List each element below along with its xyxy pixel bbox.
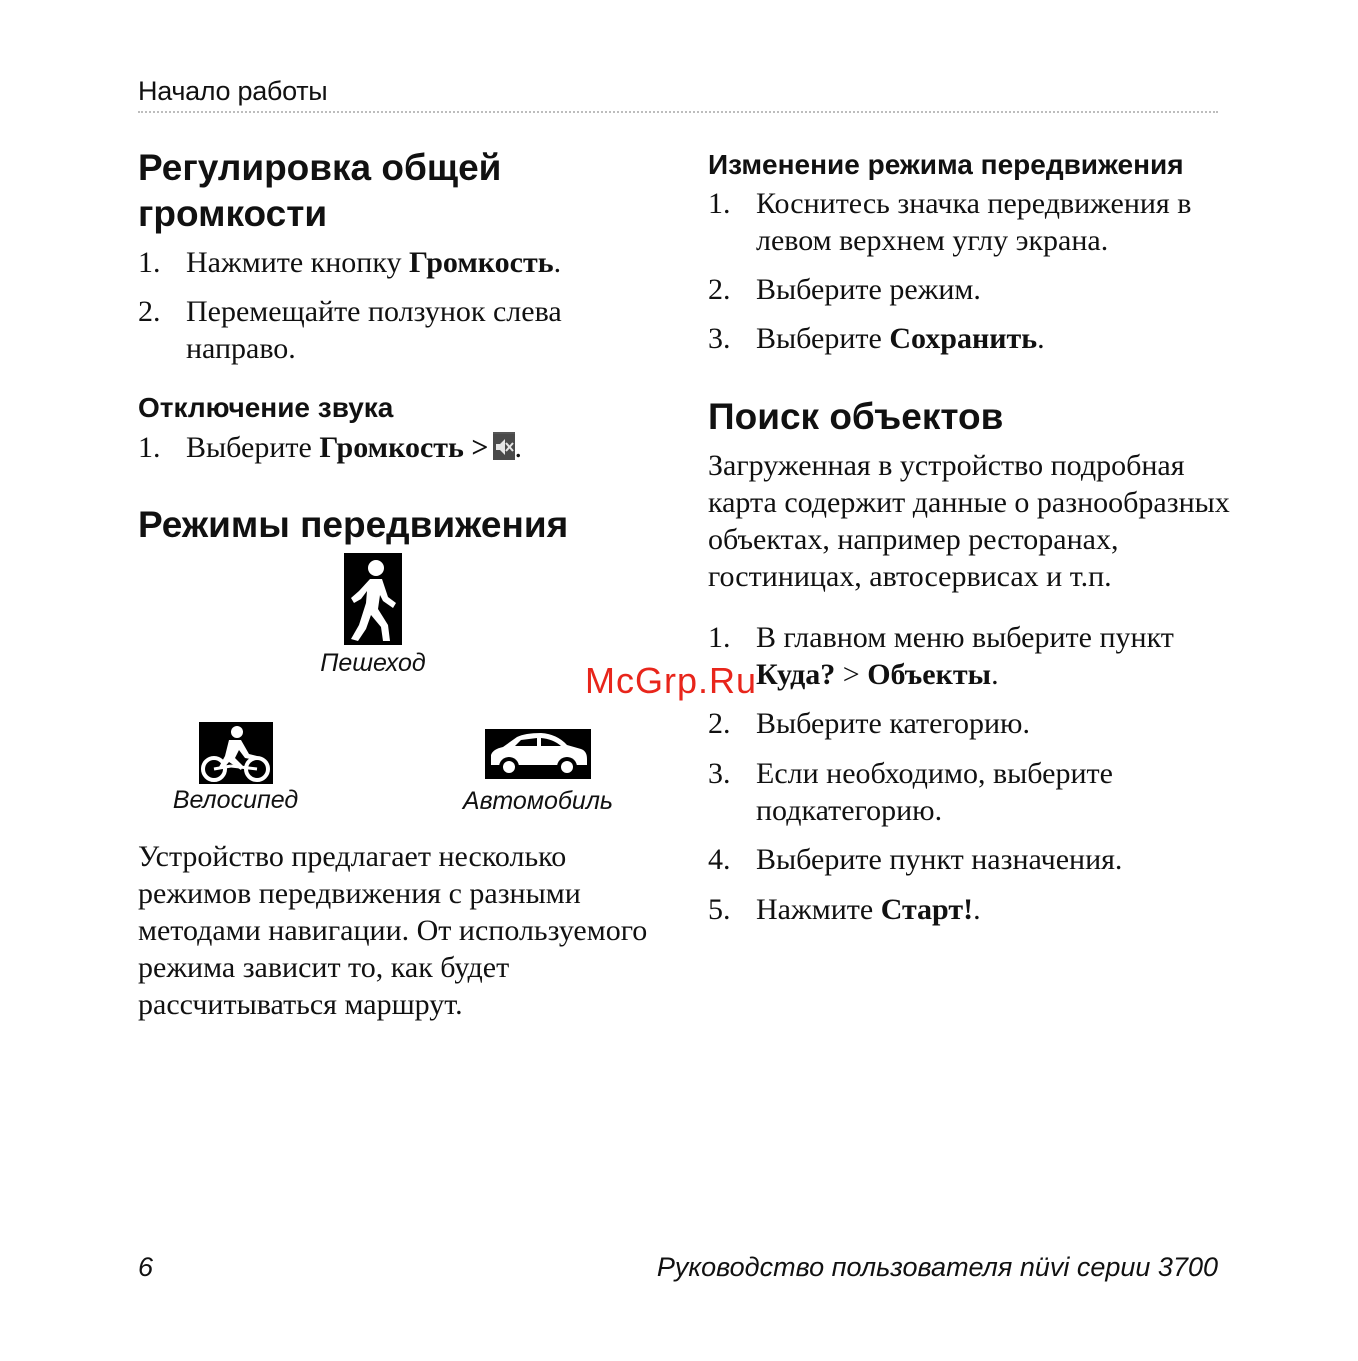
step-text-plain: Выберите — [186, 431, 320, 464]
step-text-end: . — [514, 431, 522, 464]
volume-title-line1: Регулировка общей — [138, 147, 502, 188]
step-text — [186, 429, 522, 466]
step-number: 4. — [708, 843, 731, 876]
step-number: 1. — [708, 621, 731, 654]
mode-label: Автомобиль — [462, 787, 614, 815]
step-number: 1. — [138, 246, 161, 279]
page-number: 6 — [138, 1252, 154, 1282]
watermark: McGrp.Ru — [585, 660, 758, 701]
volume-title-line2: громкости — [138, 193, 328, 234]
step-text-plain: Нажмите кнопку — [186, 246, 410, 279]
step-number: 2. — [708, 707, 731, 740]
step-text-line1: Коснитесь значка передвижения в — [756, 187, 1192, 220]
step-text-bold: Сохранить — [889, 322, 1038, 355]
step-text-line1: В главном меню выберите пункт — [756, 621, 1174, 654]
mute-icon — [493, 432, 515, 458]
paragraph-line: карта содержит данные о разнообразных — [708, 486, 1230, 519]
step-text — [756, 755, 1113, 829]
step-text-line2: направо. — [186, 332, 296, 365]
step-text-line1: Перемещайте ползунок слева — [186, 295, 562, 328]
step-text-line1: Если необходимо, выберите — [756, 757, 1113, 790]
search-title: Поиск объектов — [708, 396, 1004, 437]
paragraph-line: Загруженная в устройство подробная — [708, 449, 1185, 482]
step-text — [756, 891, 981, 928]
step-text — [186, 244, 561, 281]
step-text — [186, 293, 562, 367]
mode-bicycle — [168, 722, 303, 815]
step-text-line2 — [756, 656, 1174, 693]
step-text-end: . — [973, 893, 981, 926]
step-number: 2. — [138, 295, 161, 328]
step-text-separator: > — [835, 658, 868, 691]
step-number: 5. — [708, 893, 731, 926]
step-text-bold: Куда? — [756, 658, 836, 691]
step-text-bold: Объекты — [867, 658, 992, 691]
step-text — [756, 619, 1174, 693]
step-text: Выберите пункт назначения. — [756, 843, 1123, 876]
step-text: Выберите режим. — [756, 273, 981, 306]
modes-title: Режимы передвижения — [138, 504, 569, 545]
step-text-bold: Громкость — [409, 246, 554, 279]
modes-description — [138, 838, 647, 1023]
bicycle-icon — [199, 722, 273, 784]
step-text — [756, 185, 1191, 259]
step-text — [756, 320, 1045, 357]
paragraph-line: гостиницах, автосервисах и т.п. — [708, 560, 1112, 593]
step-text-plain: Нажмите — [756, 893, 881, 926]
header-divider — [138, 111, 1218, 113]
mode-label: Велосипед — [172, 786, 299, 814]
step-text-bold: Старт! — [880, 893, 974, 926]
paragraph-line: Устройство предлагает несколько — [138, 840, 567, 873]
paragraph-line: методами навигации. От используемого — [138, 914, 648, 947]
step-number: 1. — [708, 187, 731, 220]
step-number: 3. — [708, 322, 731, 355]
step-number: 3. — [708, 757, 731, 790]
search-intro — [708, 447, 1230, 595]
step-text-bold: Громкость > — [319, 431, 489, 464]
running-header: Начало работы — [138, 76, 328, 106]
step-text-end: . — [991, 658, 999, 691]
step-text-end: . — [1037, 322, 1045, 355]
mode-label: Пешеход — [320, 649, 426, 677]
paragraph-line: режимов передвижения с разными — [138, 877, 581, 910]
step-text-plain: Выберите — [756, 322, 890, 355]
car-icon — [485, 729, 591, 779]
mode-pedestrian — [318, 553, 428, 678]
step-text: Выберите категорию. — [756, 707, 1030, 740]
mute-title: Отключение звука — [138, 392, 394, 423]
footer-title: Руководство пользователя nüvi серии 3700 — [656, 1252, 1218, 1282]
volume-title — [138, 145, 501, 237]
paragraph-line: рассчитываться маршрут. — [138, 988, 463, 1021]
mode-car — [458, 729, 618, 816]
pedestrian-icon — [344, 553, 402, 645]
step-text-line2: подкатегорию. — [756, 794, 943, 827]
change-mode-title: Изменение режима передвижения — [708, 149, 1184, 180]
paragraph-line: объектах, например ресторанах, — [708, 523, 1119, 556]
paragraph-line: режима зависит то, как будет — [138, 951, 510, 984]
step-text-end: . — [553, 246, 562, 279]
step-number: 1. — [138, 431, 161, 464]
step-text-line2: левом верхнем углу экрана. — [756, 224, 1109, 257]
step-number: 2. — [708, 273, 731, 306]
